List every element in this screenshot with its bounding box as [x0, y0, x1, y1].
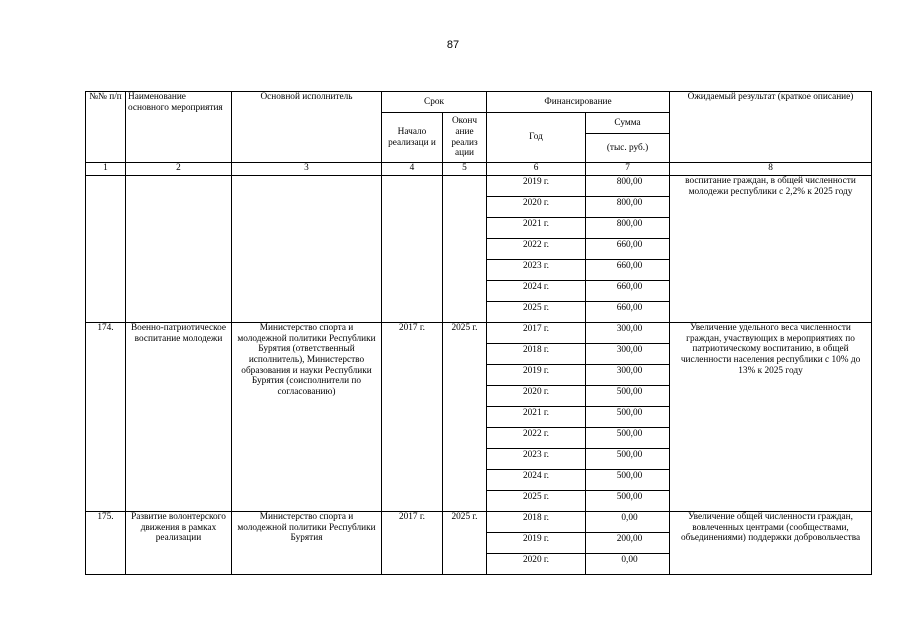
financing-year: 2025 г. — [487, 302, 586, 323]
header-result: Ожидаемый результат (краткое описание) — [670, 92, 872, 163]
main-executor — [232, 176, 382, 323]
financing-amount: 500,00 — [586, 407, 670, 428]
financing-year: 2024 г. — [487, 281, 586, 302]
financing-amount: 0,00 — [586, 512, 670, 533]
financing-amount: 300,00 — [586, 323, 670, 344]
column-number: 7 — [586, 163, 670, 176]
financing-year: 2022 г. — [487, 239, 586, 260]
end-year: 2025 г. — [443, 512, 487, 575]
financing-year: 2021 г. — [487, 407, 586, 428]
header-end: Оконч ание реализ ации — [443, 113, 487, 163]
column-number: 2 — [126, 163, 232, 176]
header-sum: Сумма — [586, 113, 670, 134]
header-start: Начало реализаци и — [382, 113, 443, 163]
financing-year: 2019 г. — [487, 365, 586, 386]
column-number: 3 — [232, 163, 382, 176]
financing-year: 2021 г. — [487, 218, 586, 239]
header-num: №№ п/п — [86, 92, 126, 163]
measures-table — [85, 91, 872, 575]
header-name: Наименование основного мероприятия — [126, 92, 232, 163]
header-financing: Финансирование — [487, 92, 670, 113]
financing-year: 2019 г. — [487, 176, 586, 197]
column-number: 1 — [86, 163, 126, 176]
financing-amount: 800,00 — [586, 176, 670, 197]
financing-amount: 500,00 — [586, 428, 670, 449]
financing-amount: 500,00 — [586, 491, 670, 512]
financing-year: 2019 г. — [487, 533, 586, 554]
expected-result: воспитание граждан, в общей численности молодежи республики с 2,2% к 2025 году — [670, 176, 872, 323]
end-year — [443, 176, 487, 323]
measure-name: Развитие волонтерского движения в рамках реализации — [126, 512, 232, 575]
financing-amount: 660,00 — [586, 281, 670, 302]
financing-year: 2018 г. — [487, 512, 586, 533]
financing-amount: 300,00 — [586, 365, 670, 386]
financing-year: 2020 г. — [487, 554, 586, 575]
header-term: Срок — [382, 92, 487, 113]
financing-year: 2023 г. — [487, 449, 586, 470]
financing-amount: 660,00 — [586, 302, 670, 323]
column-number: 4 — [382, 163, 443, 176]
column-number: 6 — [487, 163, 586, 176]
row-number: 175. — [86, 512, 126, 575]
row-number — [86, 176, 126, 323]
financing-amount: 500,00 — [586, 470, 670, 491]
financing-amount: 660,00 — [586, 260, 670, 281]
financing-year: 2020 г. — [487, 197, 586, 218]
financing-year: 2017 г. — [487, 323, 586, 344]
financing-amount: 800,00 — [586, 218, 670, 239]
table-row — [86, 323, 872, 344]
financing-year: 2018 г. — [487, 344, 586, 365]
financing-year: 2024 г. — [487, 470, 586, 491]
start-year: 2017 г. — [382, 512, 443, 575]
expected-result: Увеличение удельного веса численности граждан, участвующих в мероприятиях по патриотическому воспитанию, в общей численности населения республики с 10% до 13% к 2025 году — [670, 323, 872, 512]
column-numbers-row — [86, 163, 872, 176]
start-year: 2017 г. — [382, 323, 443, 512]
main-executor: Министерство спорта и молодежной политики Республики Бурятия (ответственный исполнитель), Министерство образования и науки Республики Бурятия (соисполнители по согласованию) — [232, 323, 382, 512]
table-row — [86, 512, 872, 533]
measure-name: Военно-патриотическое воспитание молодежи — [126, 323, 232, 512]
main-executor: Министерство спорта и молодежной политики Республики Бурятия — [232, 512, 382, 575]
financing-year: 2020 г. — [487, 386, 586, 407]
start-year — [382, 176, 443, 323]
header-sum-unit: (тыс. руб.) — [586, 134, 670, 163]
measure-name — [126, 176, 232, 323]
column-number: 8 — [670, 163, 872, 176]
header-year: Год — [487, 113, 586, 163]
end-year: 2025 г. — [443, 323, 487, 512]
financing-amount: 660,00 — [586, 239, 670, 260]
row-number: 174. — [86, 323, 126, 512]
header-executor: Основной исполнитель — [232, 92, 382, 163]
table-row — [86, 176, 872, 197]
financing-year: 2023 г. — [487, 260, 586, 281]
financing-amount: 800,00 — [586, 197, 670, 218]
financing-amount: 500,00 — [586, 449, 670, 470]
financing-amount: 200,00 — [586, 533, 670, 554]
financing-year: 2025 г. — [487, 491, 586, 512]
financing-year: 2022 г. — [487, 428, 586, 449]
financing-amount: 300,00 — [586, 344, 670, 365]
page-number: 87 — [446, 39, 460, 51]
financing-amount: 500,00 — [586, 386, 670, 407]
expected-result: Увеличение общей численности граждан, вовлеченных центрами (сообществами, объединениями) поддержки добровольчества — [670, 512, 872, 575]
column-number: 5 — [443, 163, 487, 176]
financing-amount: 0,00 — [586, 554, 670, 575]
